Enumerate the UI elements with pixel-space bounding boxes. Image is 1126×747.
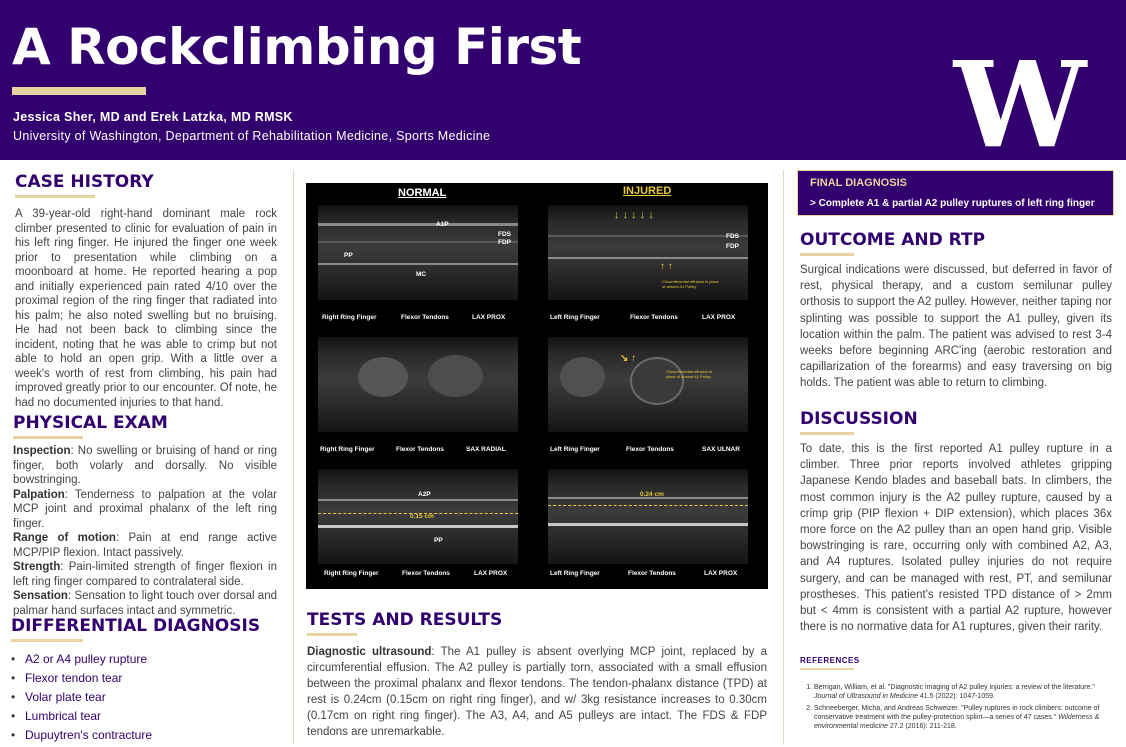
outcome-heading: OUTCOME AND RTP <box>800 230 986 250</box>
references-section <box>800 656 1110 734</box>
physical-exam-heading: PHYSICAL EXAM <box>13 413 168 433</box>
list-item: • Volar plate tear <box>11 688 281 707</box>
heading-underline <box>800 432 854 435</box>
heading-underline <box>307 633 357 636</box>
references-heading: REFERENCES <box>800 656 860 665</box>
ultrasound-panel: ↓ ↓ ↓ ↓ ↓ FDS FDP ↑ ↑ Circumferential effusion in place of absent A1 Pulley <box>548 205 748 300</box>
ultrasound-panel: A1P FDS FDP PP MC <box>318 205 518 300</box>
panel-caption: Left Ring Finger <box>550 314 600 321</box>
panel-caption: SAX ULNAR <box>702 446 740 453</box>
differential-section <box>11 616 281 745</box>
ultrasound-panel: A2P 0.15 cm PP <box>318 469 518 564</box>
final-diagnosis-box <box>797 170 1114 216</box>
panel-caption: Right Ring Finger <box>320 446 375 453</box>
exam-sensation: Sensation: Sensation to light touch over dorsal and palmar hand surfaces intact and symmetric. <box>13 590 277 617</box>
list-item: • Flexor tendon tear <box>11 669 281 688</box>
normal-label: NORMAL <box>398 187 447 199</box>
authors: Jessica Sher, MD and Erek Latzka, MD RMSK <box>13 110 293 124</box>
panel-caption: Flexor Tendons <box>396 446 444 453</box>
poster-title: A Rockclimbing First <box>12 18 582 76</box>
panel-caption: Flexor Tendons <box>401 314 449 321</box>
panel-caption: Right Ring Finger <box>324 570 379 577</box>
discussion-heading: DISCUSSION <box>800 409 918 429</box>
panel-caption: SAX RADIAL <box>466 446 506 453</box>
injured-label: INJURED <box>623 185 672 197</box>
title-underline <box>12 87 146 95</box>
uw-logo <box>950 60 1090 150</box>
ultrasound-figure <box>306 183 768 589</box>
heading-underline <box>11 639 83 642</box>
title-banner <box>0 0 1126 160</box>
tests-heading: TESTS AND RESULTS <box>307 610 503 630</box>
case-history-heading: CASE HISTORY <box>15 172 154 192</box>
panel-caption: Right Ring Finger <box>322 314 377 321</box>
list-item: 2. Schneeberger, Micha, and Andreas Schweizer. "Pulley ruptures in rock climbers: outcome of conservative treatment with the pulley-protection splint—a series of 47 cases." Wilderness & environmental medicine 27.2 (2016): 211-218. <box>814 704 1110 731</box>
final-diagnosis-heading: FINAL DIAGNOSIS <box>810 177 907 189</box>
physical-exam-section <box>13 413 277 618</box>
list-item: 1. Berrigan, William, et al. "Diagnostic imaging of A2 pulley injuries: a review of the literature." Journal of Ultrasound in Medicine 41.5 (2022): 1047-1059. <box>814 683 1110 701</box>
panel-caption: Flexor Tendons <box>630 314 678 321</box>
ultrasound-panel: 0.24 cm <box>548 469 748 564</box>
references-list <box>800 683 1110 731</box>
panel-caption: LAX PROX <box>474 570 508 577</box>
differential-heading: DIFFERENTIAL DIAGNOSIS <box>11 616 261 636</box>
discussion-section <box>800 409 1112 635</box>
case-history-section <box>15 172 277 410</box>
panel-caption: Flexor Tendons <box>402 570 450 577</box>
exam-range-of-motion: Range of motion: Pain at end range active MCP/PIP flexion. Intact passively. <box>13 532 278 559</box>
panel-caption: LAX PROX <box>472 314 506 321</box>
list-item: • A2 or A4 pulley rupture <box>11 650 281 669</box>
affiliation: University of Washington, Department of Rehabilitation Medicine, Sports Medicine <box>13 129 491 143</box>
exam-palpation: Palpation: Tenderness to palpation at the volar MCP joint and proximal phalanx of the left ring finger. <box>13 488 277 530</box>
ultrasound-panel: ↘ ↑ Circumferential effusion in place of absent A1 Pulley <box>548 337 748 432</box>
panel-caption: LAX PROX <box>704 570 738 577</box>
final-diagnosis-text: > Complete A1 & partial A2 pulley ruptures of left ring finger <box>810 198 1095 209</box>
panel-caption: Flexor Tendons <box>628 570 676 577</box>
case-history-text: A 39-year-old right-hand dominant male rock climber presented to clinic for evaluation of pain in his left ring finger. He injured the finger one week prior to presentation while climbing on a moonboard at home. He reported hearing a pop and initially experienced pain rated 4/10 over the proximal region of the ring finger that radiated into his palm; he also noted swelling but no bruising. He had not been back to climbing since the incident, noting that he was able to crimp but not able to hold an open grip. With a little over a week's worth of rest from climbing, his pain had improved greatly prior to our encounter. Of note, he had no documented injuries to that hand. <box>15 208 277 409</box>
tests-text: Diagnostic ultrasound: The A1 pulley is absent overlying MCP joint, replaced by a circumferential effusion. The A2 pulley is partially torn, associated with a small effusion between the proximal phalanx and flexor tendons. The tendon-phalanx distance (TPD) at rest is 0.24cm (0.15cm on right ring finger), and w/ 3kg resistance increases to 0.30cm (0.17cm on right ring finger). The A3, A4, and A5 pulleys are intact. The FDS & FDP tendons are unremarkable. <box>307 646 767 738</box>
outcome-text: Surgical indications were discussed, but deferred in favor of rest, physical therapy, and a custom semilunar pulley orthosis to support the A2 pulley. However, neither taping nor splinting was possible to support the A1 pulley, given its location within the palm. The patient was advised to rest 3-4 weeks before beginning ARC'ing (aerobic restoration and capillarization of the forearms) and easy traversing on big holds. The patient was able to return to climbing. <box>800 264 1112 390</box>
panel-caption: Left Ring Finger <box>550 446 600 453</box>
tests-section <box>307 610 767 740</box>
list-item: • Dupuytren's contracture <box>11 726 281 745</box>
differential-list <box>11 650 281 745</box>
heading-underline <box>13 436 83 439</box>
panel-caption: Flexor Tendons <box>626 446 674 453</box>
column-divider <box>293 170 294 745</box>
column-divider <box>783 170 784 745</box>
heading-underline <box>15 195 95 198</box>
panel-caption: Left Ring Finger <box>550 570 600 577</box>
uw-logo-letter: W <box>953 60 1087 150</box>
discussion-text: To date, this is the first reported A1 pulley rupture in a climber. Three prior reports involved athletes gripping Japanese Kendo blades and baseball bats. In climbers, the most common injury is the A2 pulley rupture, caused by a crimp grip (PIP flexion + DIP extension), which places 36x more force on the A2 pulley than an open hand grip. Visible bowstringing is rare, occurring only with combined A2, A3, and A4 ruptures. Isolated pulley injuries do not require surgery, and can be managed with rest, PT, and semilunar prostheses. This patient's resisted TPD distance of > 2mm but < 4mm is consistent with a partial A2 rupture, however there is no normative data for A1 ruptures, given their rarity. <box>800 443 1112 634</box>
exam-strength: Strength: Pain-limited strength of finger flexion in left ring finger compared to contralateral side. <box>13 561 277 588</box>
panel-caption: LAX PROX <box>702 314 736 321</box>
ultrasound-panel <box>318 337 518 432</box>
heading-underline <box>800 668 854 670</box>
heading-underline <box>800 253 854 256</box>
exam-inspection: Inspection: No swelling or bruising of hand or ring finger, both volarly and dorsally. No visible bowstringing. <box>13 445 277 486</box>
outcome-section <box>800 230 1112 392</box>
list-item: • Lumbrical tear <box>11 707 281 726</box>
